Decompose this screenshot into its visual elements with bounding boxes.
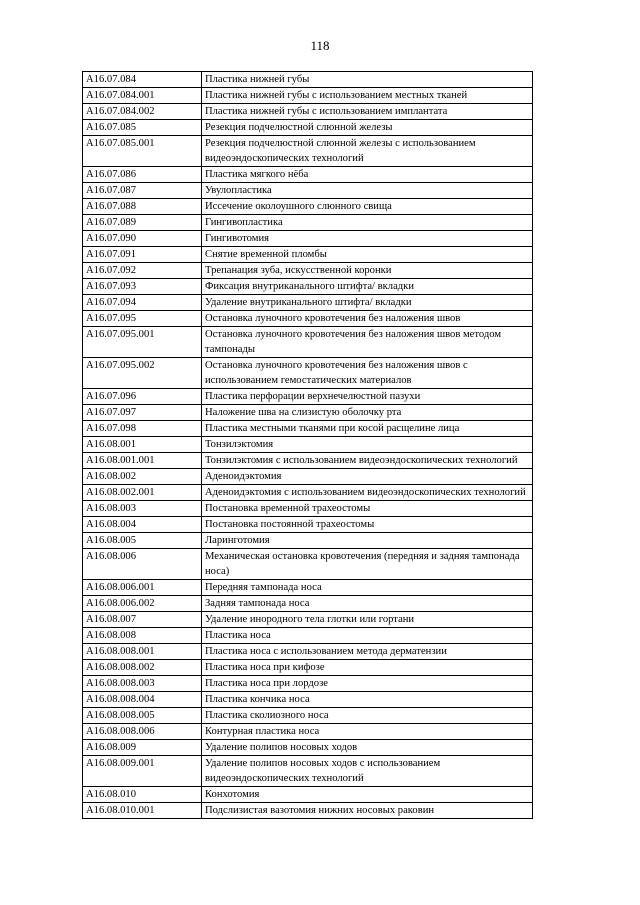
table-row [83,199,533,215]
procedure-name: Иссечение околоушного слюнного свища [202,199,533,215]
table-row [83,104,533,120]
procedure-code: A16.08.007 [83,612,202,628]
procedure-code: A16.07.098 [83,421,202,437]
procedure-name: Пластика местными тканями при косой расщелине лица [202,421,533,437]
procedure-name: Передняя тампонада носа [202,580,533,596]
page-number: 118 [310,38,330,53]
table-row [83,279,533,295]
procedure-code: A16.07.084 [83,72,202,88]
procedure-name: Пластика сколиозного носа [202,708,533,724]
procedure-code: A16.08.008.006 [83,724,202,740]
table-row [83,263,533,279]
procedure-name: Пластика мягкого нёба [202,167,533,183]
table-row [83,167,533,183]
procedure-code: A16.07.092 [83,263,202,279]
table-row [83,183,533,199]
table-row [83,740,533,756]
procedure-code: A16.08.010.001 [83,803,202,819]
table-row [83,724,533,740]
procedure-name: Контурная пластика носа [202,724,533,740]
procedure-code: A16.08.008 [83,628,202,644]
procedure-code: A16.07.090 [83,231,202,247]
table-row [83,803,533,819]
procedure-name: Остановка луночного кровотечения без наложения швов методом тампонады [202,327,533,358]
procedure-name: Наложение шва на слизистую оболочку рта [202,405,533,421]
procedure-code: A16.08.009 [83,740,202,756]
procedure-code: A16.08.001 [83,437,202,453]
table-row [83,485,533,501]
procedure-name: Подслизистая вазотомия нижних носовых раковин [202,803,533,819]
procedure-code: A16.08.009.001 [83,756,202,787]
procedure-name: Конхотомия [202,787,533,803]
procedure-code: A16.07.087 [83,183,202,199]
procedure-code: A16.08.008.002 [83,660,202,676]
table-row [83,327,533,358]
procedure-name: Тонзилэктомия с использованием видеоэндоскопических технологий [202,453,533,469]
procedure-code: A16.07.095.001 [83,327,202,358]
table-row [83,596,533,612]
procedure-name: Аденоидэктомия [202,469,533,485]
table-row [83,756,533,787]
procedure-name: Пластика нижней губы с использованием местных тканей [202,88,533,104]
procedure-code: A16.07.094 [83,295,202,311]
procedure-name: Пластика кончика носа [202,692,533,708]
procedure-name: Фиксация внутриканального штифта/ вкладки [202,279,533,295]
procedure-name: Остановка луночного кровотечения без наложения швов с использованием гемостатических материалов [202,358,533,389]
procedure-name: Трепанация зуба, искусственной коронки [202,263,533,279]
table-row [83,787,533,803]
table-row [83,501,533,517]
table-row [83,660,533,676]
procedure-name: Тонзилэктомия [202,437,533,453]
procedure-code: A16.07.093 [83,279,202,295]
procedure-name: Резекция подчелюстной слюнной железы с использованием видеоэндоскопических технологий [202,136,533,167]
procedure-name: Удаление внутриканального штифта/ вкладки [202,295,533,311]
procedure-name: Пластика носа с использованием метода дерматензии [202,644,533,660]
procedure-name: Постановка временной трахеостомы [202,501,533,517]
table-row [83,469,533,485]
table-row [83,88,533,104]
procedure-code: A16.07.089 [83,215,202,231]
table-row [83,708,533,724]
table-row [83,421,533,437]
procedure-code: A16.07.086 [83,167,202,183]
procedure-code: A16.08.008.001 [83,644,202,660]
procedure-code: A16.08.006 [83,549,202,580]
procedure-code: A16.08.010 [83,787,202,803]
table-row [83,389,533,405]
procedure-code: A16.08.006.002 [83,596,202,612]
table-row [83,72,533,88]
table-row [83,676,533,692]
procedure-code: A16.07.096 [83,389,202,405]
table-row [83,644,533,660]
procedure-name: Снятие временной пломбы [202,247,533,263]
procedure-table [82,71,533,819]
table-row [83,533,533,549]
procedure-code: A16.08.001.001 [83,453,202,469]
procedure-name: Пластика носа при кифозе [202,660,533,676]
procedure-name: Пластика нижней губы с использованием имплантата [202,104,533,120]
table-row [83,549,533,580]
procedure-code: A16.08.006.001 [83,580,202,596]
procedure-code: A16.08.008.005 [83,708,202,724]
table-row [83,136,533,167]
table-row [83,405,533,421]
procedure-name: Пластика носа при лордозе [202,676,533,692]
table-row [83,437,533,453]
table-row [83,247,533,263]
table-row [83,628,533,644]
procedure-code: A16.07.095 [83,311,202,327]
procedure-code: A16.07.084.001 [83,88,202,104]
procedure-code: A16.07.097 [83,405,202,421]
procedure-code: A16.08.003 [83,501,202,517]
procedure-name: Механическая остановка кровотечения (передняя и задняя тампонада носа) [202,549,533,580]
procedure-name: Аденоидэктомия с использованием видеоэндоскопических технологий [202,485,533,501]
table-row [83,453,533,469]
procedure-name: Задняя тампонада носа [202,596,533,612]
procedure-code: A16.07.095.002 [83,358,202,389]
table-row [83,231,533,247]
procedure-code: A16.08.008.004 [83,692,202,708]
table-row [83,120,533,136]
table-row [83,580,533,596]
procedure-name: Пластика перфорации верхнечелюстной пазухи [202,389,533,405]
table-row [83,215,533,231]
table-row [83,692,533,708]
procedure-name: Остановка луночного кровотечения без наложения швов [202,311,533,327]
table-row [83,358,533,389]
procedure-name: Увулопластика [202,183,533,199]
procedure-name: Удаление полипов носовых ходов [202,740,533,756]
procedure-code: A16.07.085 [83,120,202,136]
procedure-code: A16.07.091 [83,247,202,263]
procedure-code: A16.08.002 [83,469,202,485]
procedure-name: Гингивопластика [202,215,533,231]
procedure-name: Удаление полипов носовых ходов с использованием видеоэндоскопических технологий [202,756,533,787]
procedure-code: A16.07.084.002 [83,104,202,120]
procedure-table-body [83,72,533,819]
table-row [83,517,533,533]
procedure-code: A16.08.004 [83,517,202,533]
procedure-code: A16.08.002.001 [83,485,202,501]
procedure-name: Резекция подчелюстной слюнной железы [202,120,533,136]
procedure-name: Постановка постоянной трахеостомы [202,517,533,533]
procedure-name: Ларинготомия [202,533,533,549]
table-row [83,311,533,327]
procedure-code: A16.08.008.003 [83,676,202,692]
procedure-code: A16.07.085.001 [83,136,202,167]
procedure-name: Удаление инородного тела глотки или гортани [202,612,533,628]
procedure-name: Пластика носа [202,628,533,644]
procedure-code: A16.07.088 [83,199,202,215]
procedure-name: Гингивотомия [202,231,533,247]
procedure-code: A16.08.005 [83,533,202,549]
procedure-name: Пластика нижней губы [202,72,533,88]
table-row [83,295,533,311]
table-row [83,612,533,628]
